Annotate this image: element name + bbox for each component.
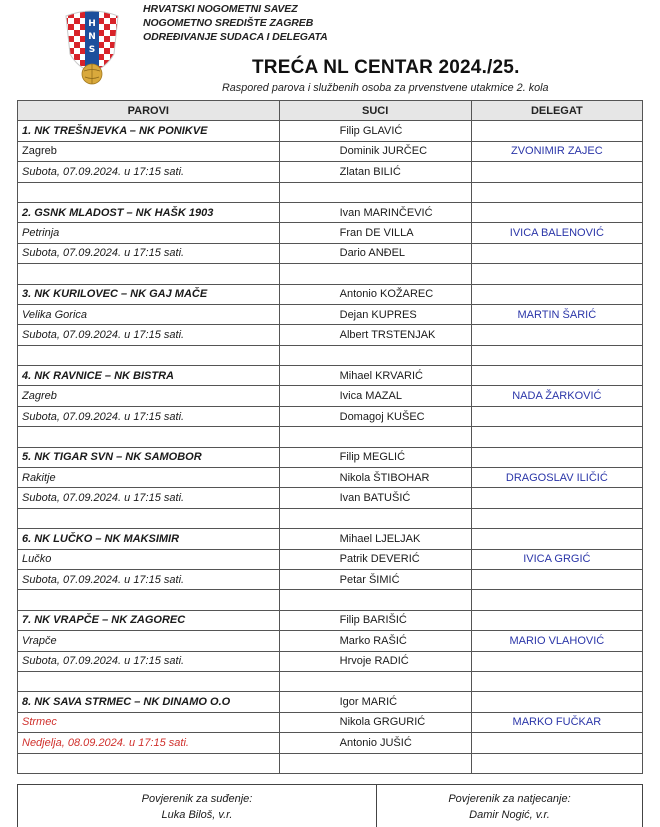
venue-row <box>18 712 643 732</box>
delegate-name: NADA ŽARKOVIĆ <box>471 386 642 406</box>
referee-name: Patrik DEVERIĆ <box>279 549 471 569</box>
spacer-row <box>18 508 643 528</box>
match-datetime: Subota, 07.09.2024. u 17:15 sati. <box>18 162 280 182</box>
delegate-empty <box>471 569 642 589</box>
org-line-3: ODREĐIVANJE SUDACA I DELEGATA <box>143 31 328 43</box>
delegate-empty <box>471 692 642 712</box>
match-pair: 2. GSNK MLADOST – NK HAŠK 1903 <box>18 202 280 222</box>
hns-logo <box>62 6 122 86</box>
competition-commissioner-role: Povjerenik za natjecanje: <box>448 793 571 805</box>
referee-commissioner-name: Luka Biloš, v.r. <box>161 809 233 821</box>
delegate-empty <box>471 651 642 671</box>
referee-name: Dario ANĐEL <box>279 243 471 263</box>
page-title: TREĆA NL CENTAR 2024./25. <box>252 57 520 78</box>
signature-footer <box>17 784 643 827</box>
delegate-empty <box>471 610 642 630</box>
referee-name: Fran DE VILLA <box>279 223 471 243</box>
referee-name: Petar ŠIMIĆ <box>279 569 471 589</box>
schedule-body <box>18 121 643 774</box>
referee-name: Antonio KOŽAREC <box>279 284 471 304</box>
delegate-empty <box>471 529 642 549</box>
match-row <box>18 366 643 386</box>
delegate-name: MARIO VLAHOVIĆ <box>471 631 642 651</box>
spacer-cell <box>18 345 280 365</box>
match-pair: 8. NK SAVA STRMEC – NK DINAMO O.O <box>18 692 280 712</box>
delegate-empty <box>471 162 642 182</box>
column-header-parovi: PAROVI <box>18 101 280 121</box>
venue-row <box>18 549 643 569</box>
match-venue: Lučko <box>18 549 280 569</box>
spacer-row <box>18 753 643 773</box>
referee-name: Nikola GRGURIĆ <box>279 712 471 732</box>
spacer-cell <box>471 182 642 202</box>
column-header-suci: SUCI <box>279 101 471 121</box>
date-row <box>18 569 643 589</box>
spacer-cell <box>471 753 642 773</box>
table-header-row <box>18 101 643 121</box>
logo-letter-s: S <box>88 45 96 55</box>
match-pair: 1. NK TREŠNJEVKA – NK PONIKVE <box>18 121 280 141</box>
venue-row <box>18 468 643 488</box>
match-venue: Vrapče <box>18 631 280 651</box>
referee-name: Albert TRSTENJAK <box>279 325 471 345</box>
referee-name: Hrvoje RADIĆ <box>279 651 471 671</box>
referee-name: Dominik JURČEC <box>279 141 471 161</box>
column-header-delegat: DELEGAT <box>471 101 642 121</box>
referee-name: Igor MARIĆ <box>279 692 471 712</box>
spacer-cell <box>279 182 471 202</box>
match-pair: 3. NK KURILOVEC – NK GAJ MAČE <box>18 284 280 304</box>
competition-commissioner <box>377 785 642 827</box>
page-subtitle: Raspored parova i službenih osoba za prvenstvene utakmice 2. kola <box>222 82 549 94</box>
referee-name: Antonio JUŠIĆ <box>279 733 471 753</box>
match-datetime: Subota, 07.09.2024. u 17:15 sati. <box>18 406 280 426</box>
match-venue: Rakitje <box>18 468 280 488</box>
venue-row <box>18 141 643 161</box>
match-venue: Strmec <box>18 712 280 732</box>
match-pair: 6. NK LUČKO – NK MAKSIMIR <box>18 529 280 549</box>
delegate-empty <box>471 284 642 304</box>
spacer-cell <box>279 508 471 528</box>
spacer-row <box>18 590 643 610</box>
spacer-cell <box>471 508 642 528</box>
venue-row <box>18 631 643 651</box>
spacer-cell <box>18 427 280 447</box>
spacer-cell <box>18 753 280 773</box>
spacer-cell <box>279 427 471 447</box>
spacer-row <box>18 182 643 202</box>
delegate-name: MARKO FUČKAR <box>471 712 642 732</box>
spacer-cell <box>471 345 642 365</box>
referee-commissioner <box>18 785 377 827</box>
schedule-table <box>17 100 643 774</box>
match-datetime: Subota, 07.09.2024. u 17:15 sati. <box>18 243 280 263</box>
delegate-empty <box>471 243 642 263</box>
match-row <box>18 202 643 222</box>
delegate-name: DRAGOSLAV ILIČIĆ <box>471 468 642 488</box>
venue-row <box>18 223 643 243</box>
date-row <box>18 243 643 263</box>
match-datetime: Nedjelja, 08.09.2024. u 17:15 sati. <box>18 733 280 753</box>
venue-row <box>18 386 643 406</box>
spacer-cell <box>471 427 642 447</box>
delegate-name: MARTIN ŠARIĆ <box>471 304 642 324</box>
referee-commissioner-role: Povjerenik za suđenje: <box>141 793 253 805</box>
referee-name: Nikola ŠTIBOHAR <box>279 468 471 488</box>
date-row <box>18 406 643 426</box>
org-line-1: HRVATSKI NOGOMETNI SAVEZ <box>143 3 298 15</box>
referee-name: Filip BARIŠIĆ <box>279 610 471 630</box>
referee-name: Filip MEGLIĆ <box>279 447 471 467</box>
match-datetime: Subota, 07.09.2024. u 17:15 sati. <box>18 569 280 589</box>
spacer-cell <box>18 182 280 202</box>
match-venue: Zagreb <box>18 386 280 406</box>
spacer-row <box>18 671 643 691</box>
delegate-empty <box>471 406 642 426</box>
delegate-empty <box>471 325 642 345</box>
match-pair: 5. NK TIGAR SVN – NK SAMOBOR <box>18 447 280 467</box>
date-row <box>18 325 643 345</box>
delegate-name: IVICA GRGIĆ <box>471 549 642 569</box>
delegate-empty <box>471 447 642 467</box>
match-row <box>18 284 643 304</box>
referee-name: Mihael KRVARIĆ <box>279 366 471 386</box>
referee-name: Ivan MARINČEVIĆ <box>279 202 471 222</box>
spacer-cell <box>279 753 471 773</box>
referee-name: Ivan BATUŠIĆ <box>279 488 471 508</box>
match-pair: 7. NK VRAPČE – NK ZAGOREC <box>18 610 280 630</box>
spacer-cell <box>18 590 280 610</box>
spacer-cell <box>279 264 471 284</box>
spacer-cell <box>18 671 280 691</box>
spacer-cell <box>18 508 280 528</box>
match-venue: Petrinja <box>18 223 280 243</box>
referee-name: Mihael LJELJAK <box>279 529 471 549</box>
date-row <box>18 162 643 182</box>
match-datetime: Subota, 07.09.2024. u 17:15 sati. <box>18 488 280 508</box>
org-line-2: NOGOMETNO SREDIŠTE ZAGREB <box>143 17 314 29</box>
spacer-row <box>18 264 643 284</box>
logo-letter-h: H <box>88 19 96 29</box>
spacer-row <box>18 345 643 365</box>
date-row <box>18 651 643 671</box>
spacer-cell <box>471 671 642 691</box>
spacer-cell <box>18 264 280 284</box>
match-pair: 4. NK RAVNICE – NK BISTRA <box>18 366 280 386</box>
match-venue: Velika Gorica <box>18 304 280 324</box>
venue-row <box>18 304 643 324</box>
spacer-cell <box>279 345 471 365</box>
match-row <box>18 610 643 630</box>
spacer-cell <box>279 671 471 691</box>
delegate-empty <box>471 366 642 386</box>
match-datetime: Subota, 07.09.2024. u 17:15 sati. <box>18 651 280 671</box>
spacer-cell <box>471 264 642 284</box>
referee-name: Domagoj KUŠEC <box>279 406 471 426</box>
delegate-name: IVICA BALENOVIĆ <box>471 223 642 243</box>
referee-name: Filip GLAVIĆ <box>279 121 471 141</box>
organization-header <box>143 2 328 44</box>
match-row <box>18 529 643 549</box>
referee-name: Zlatan BILIĆ <box>279 162 471 182</box>
match-row <box>18 692 643 712</box>
match-venue: Zagreb <box>18 141 280 161</box>
spacer-cell <box>471 590 642 610</box>
referee-name: Ivica MAZAL <box>279 386 471 406</box>
delegate-empty <box>471 488 642 508</box>
date-row <box>18 488 643 508</box>
match-row <box>18 447 643 467</box>
referee-name: Dejan KUPRES <box>279 304 471 324</box>
delegate-empty <box>471 733 642 753</box>
spacer-cell <box>279 590 471 610</box>
match-row <box>18 121 643 141</box>
match-datetime: Subota, 07.09.2024. u 17:15 sati. <box>18 325 280 345</box>
competition-commissioner-name: Damir Nogić, v.r. <box>469 809 550 821</box>
delegate-empty <box>471 202 642 222</box>
logo-letter-n: N <box>88 32 96 42</box>
spacer-row <box>18 427 643 447</box>
delegate-empty <box>471 121 642 141</box>
referee-name: Marko RAŠIĆ <box>279 631 471 651</box>
delegate-name: ZVONIMIR ZAJEC <box>471 141 642 161</box>
date-row <box>18 733 643 753</box>
